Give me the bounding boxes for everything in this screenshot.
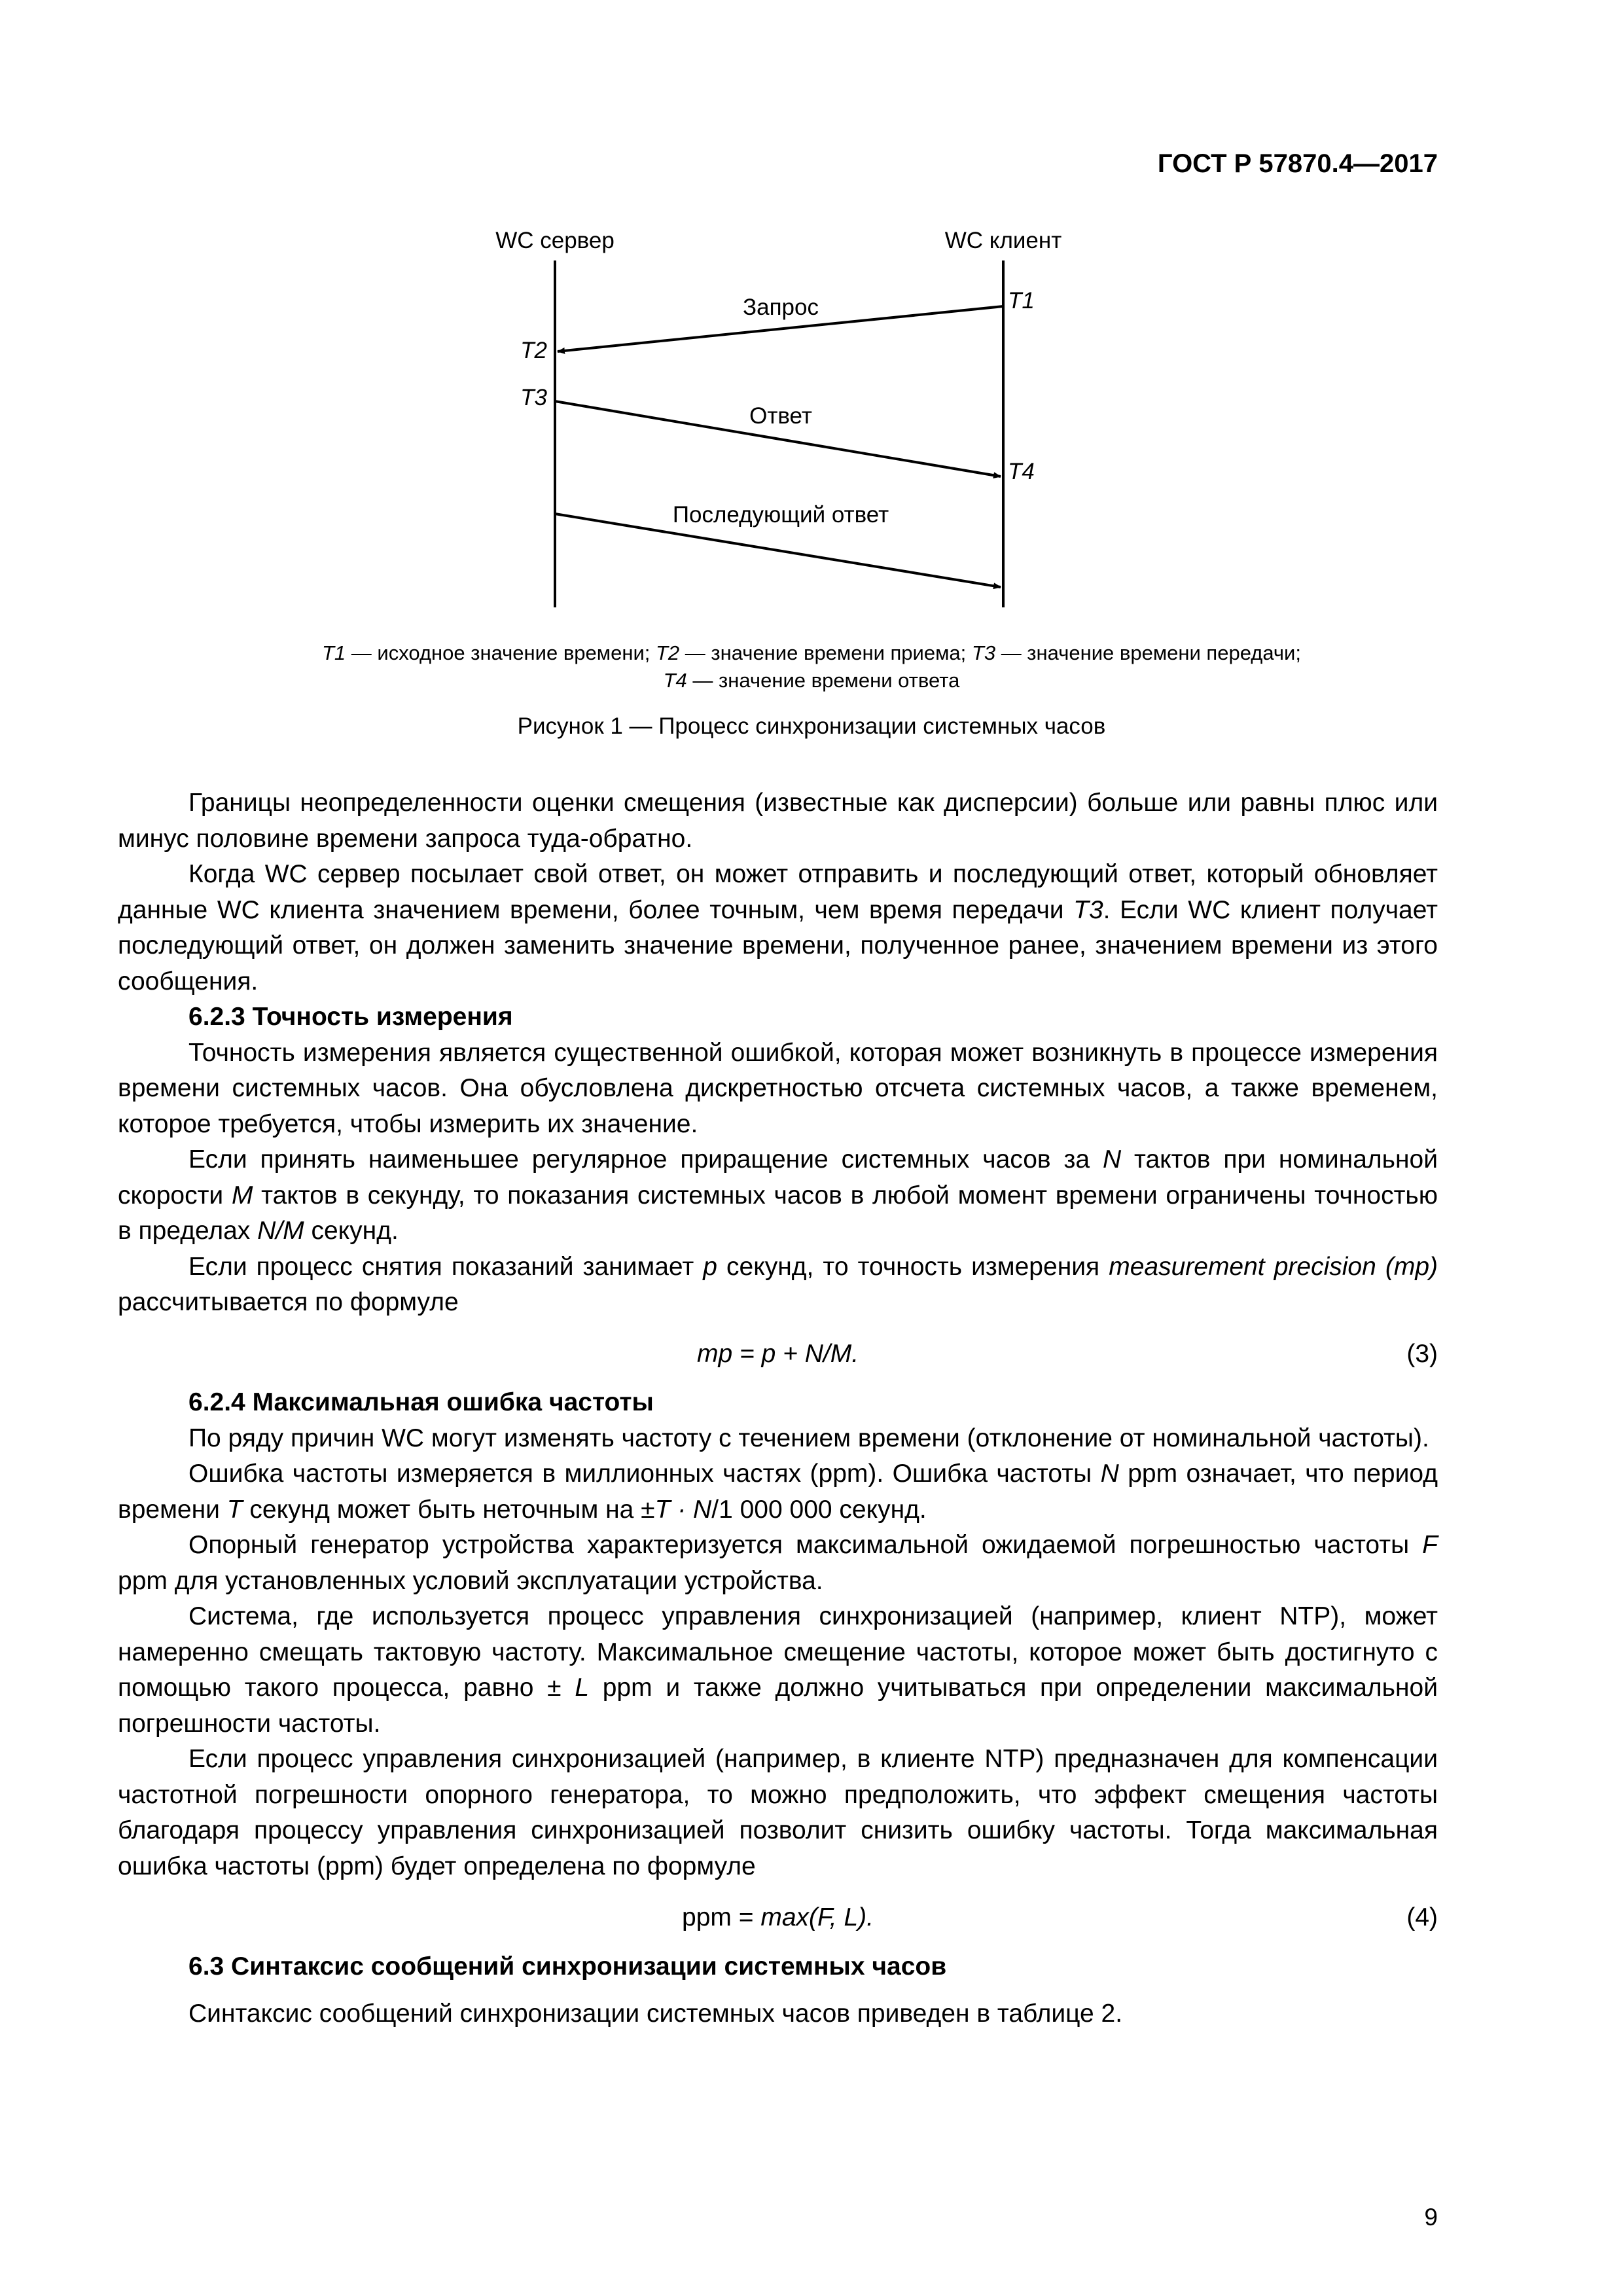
t4-mark: T4	[1008, 459, 1035, 484]
t3-mark: T3	[520, 385, 547, 410]
legend-t4-desc: — значение времени ответа	[687, 669, 960, 692]
paragraph-precision-definition: Точность измерения является существенной ошибкой, которая может возникнуть в процессе измерения времени системных часов. Она обусловлена дискретностью отсчета системных часов, а также временем, которое требуется, чтобы измерить их значение.	[118, 1038, 1438, 1138]
legend-t1-symbol: T1	[322, 641, 346, 664]
t2-mark: T2	[520, 338, 547, 363]
formula-4	[118, 1900, 1438, 1936]
client-label: WC клиент	[944, 228, 1062, 253]
legend-t4-symbol: T4	[663, 669, 687, 692]
paragraph-ppm: Ошибка частоты измеряется в миллионных частях (ppm). Ошибка частоты N ppm означает, что период времени T секунд может быть неточным на ±T · N/1 000 000 секунд.	[118, 1460, 1438, 1524]
paragraph-syntax-reference: Синтаксис сообщений синхронизации системных часов приведен в таблице 2.	[188, 2000, 1123, 2028]
formula-3-number: (3)	[1406, 1339, 1438, 1368]
sync-diagram	[0, 196, 1623, 628]
sync-diagram-svg	[0, 196, 1623, 628]
legend-t2-symbol: T2	[655, 641, 680, 664]
paragraph-sync-control: Система, где используется процесс управления синхронизацией (например, клиент NTP), может намеренно смещать тактовую частоту. Максимальное смещение частоты, которое может быть достигнуто с помощью такого процесса, равно ± L ppm и также должно учитываться при определении максимальной погрешности частоты.	[118, 1602, 1438, 1738]
server-label: WC сервер	[495, 228, 615, 253]
section-heading-6-3: 6.3 Синтаксис сообщений синхронизации системных часов	[188, 1952, 947, 1981]
formula-3-expression: mp = p + N/M.	[696, 1339, 859, 1368]
request-label: Запрос	[743, 295, 819, 320]
paragraph-uncertainty: Границы неопределенности оценки смещения (известные как дисперсии) больше или равны плюс или минус половине времени запроса туда-обратно.	[118, 789, 1438, 853]
formula-4-expression: max(F, L).	[760, 1903, 874, 1931]
section-heading-6-2-3: 6.2.3 Точность измерения	[188, 1003, 513, 1031]
formula-3	[118, 1336, 1438, 1372]
figure-legend-line-1	[0, 639, 1623, 668]
paragraph-reference-generator: Опорный генератор устройства характеризуется максимальной ожидаемой погрешностью частоты F ppm для установленных условий эксплуатации устройства.	[118, 1531, 1438, 1595]
formula-4-number: (4)	[1406, 1903, 1438, 1931]
followup-label: Последующий ответ	[672, 502, 889, 528]
paragraph-precision-limits: Если принять наименьшее регулярное приращение системных часов за N тактов при номинальной скорости M тактов в секунду, то показания системных часов в любой момент времени ограничены точностью в пределах N/M секунд.	[118, 1145, 1438, 1245]
legend-t2-desc: — значение времени приема;	[679, 641, 972, 664]
legend-t3-symbol: T3	[971, 641, 996, 664]
document-header: ГОСТ Р 57870.4—2017	[1157, 149, 1438, 178]
paragraph-followup: Когда WC сервер посылает свой ответ, он может отправить и последующий ответ, который обновляет данные WC клиента значением времени, более точным, чем время передачи T3. Если WC клиент получает последующий ответ, он должен заменить значение времени, полученное ранее, значением времени из этого сообщения.	[118, 860, 1438, 996]
figure-legend-line-2	[0, 666, 1623, 695]
legend-t1-desc: — исходное значение времени;	[346, 641, 656, 664]
legend-t3-desc: — значение времени передачи;	[995, 641, 1301, 664]
paragraph-compensation: Если процесс управления синхронизацией (например, в клиенте NTP) предназначен для компенсации частотной погрешности опорного генератора, то можно предположить, что эффект смещения частоты благодаря процессу управления синхронизацией позволит снизить ошибку частоты. Тогда максимальная ошибка частоты (ppm) будет определена по формуле	[118, 1745, 1438, 1880]
paragraph-measurement-precision: Если процесс снятия показаний занимает p секунд, то точность измерения measurement precision (mp) рассчитывается по формуле	[118, 1252, 1438, 1316]
body-text	[118, 785, 1438, 2032]
section-heading-6-2-4: 6.2.4 Максимальная ошибка частоты	[188, 1388, 654, 1416]
paragraph-frequency-drift: По ряду причин WC могут изменять частоту с течением времени (отклонение от номинальной частоты).	[188, 1424, 1429, 1452]
response-label: Ответ	[749, 403, 812, 429]
formula-4-lhs: ppm =	[682, 1903, 761, 1931]
page-number: 9	[1424, 2204, 1438, 2231]
t1-mark: T1	[1008, 288, 1035, 314]
figure-caption: Рисунок 1 — Процесс синхронизации системных часов	[517, 713, 1106, 739]
